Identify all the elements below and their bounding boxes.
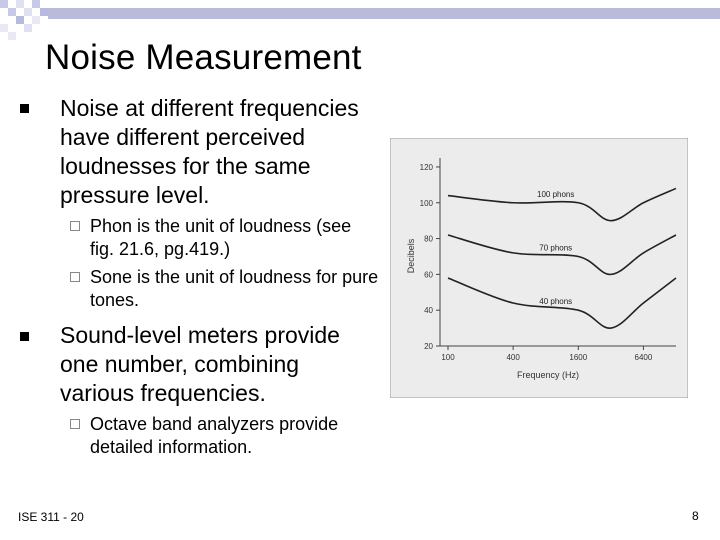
y-tick-label: 40 bbox=[424, 306, 433, 316]
y-tick-label: 20 bbox=[424, 342, 433, 351]
checkbox-bullet-icon bbox=[70, 221, 80, 231]
sub-bullet-octave: Octave band analyzers provide detailed information. bbox=[90, 414, 339, 457]
y-axis-label: Decibels bbox=[406, 238, 416, 274]
footer-course: ISE 311 - 20 bbox=[18, 510, 84, 524]
y-tick-label: 100 bbox=[419, 198, 433, 208]
header-decoration bbox=[0, 0, 720, 40]
checkbox-bullet-icon bbox=[70, 419, 80, 429]
bullet-item-1: Noise at different frequencies have different perceived loudnesses for the same pressure level. bbox=[60, 95, 359, 208]
slide-title: Noise Measurement bbox=[45, 38, 362, 77]
series-label: 100 phons bbox=[537, 189, 575, 199]
x-tick-label: 6400 bbox=[634, 353, 653, 362]
bullet-item-2: Sound-level meters provide one number, combining various frequencies. bbox=[60, 322, 340, 406]
x-tick-label: 1600 bbox=[569, 353, 588, 362]
page-number: 8 bbox=[692, 509, 699, 523]
x-tick-label: 400 bbox=[506, 353, 520, 362]
bullet-marker bbox=[20, 332, 29, 341]
y-tick-label: 120 bbox=[419, 162, 433, 172]
x-tick-label: 100 bbox=[441, 353, 455, 362]
checkbox-bullet-icon bbox=[70, 272, 80, 282]
sub-bullet-sone: Sone is the unit of loudness for pure tones. bbox=[90, 267, 379, 310]
y-tick-label: 60 bbox=[424, 270, 433, 280]
x-axis-label: Frequency (Hz) bbox=[516, 370, 580, 380]
y-tick-label: 80 bbox=[424, 234, 433, 244]
sub-bullet-phon: Phon is the unit of loudness (see fig. 21.6, pg.419.) bbox=[90, 216, 352, 259]
loudness-chart bbox=[390, 138, 688, 398]
series-label: 40 phons bbox=[539, 297, 573, 307]
series-label: 70 phons bbox=[539, 243, 573, 253]
bullet-marker bbox=[20, 104, 29, 113]
